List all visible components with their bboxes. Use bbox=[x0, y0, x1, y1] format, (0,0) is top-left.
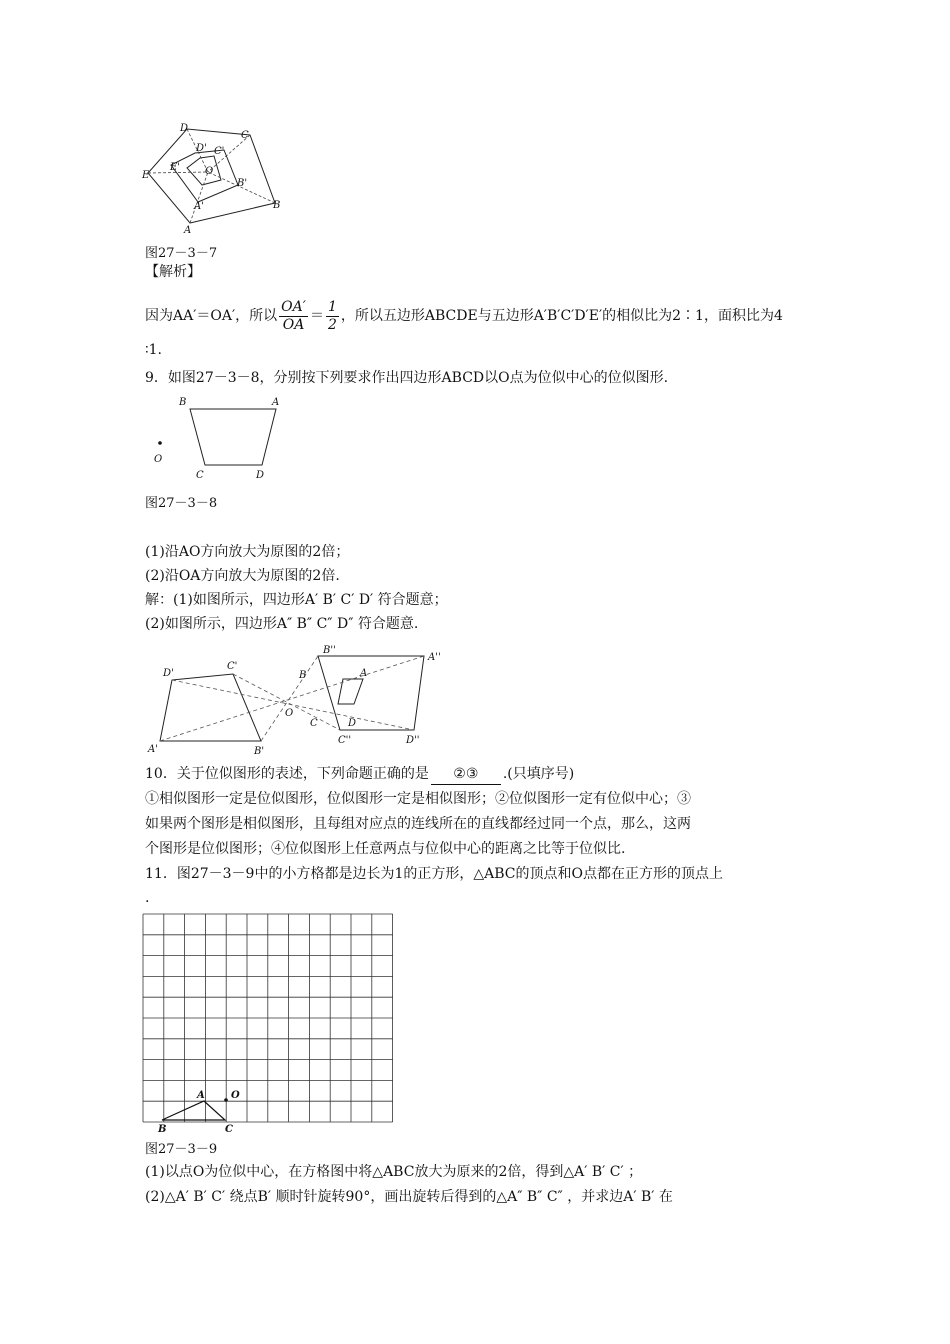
fig7-caption: 图27－3－7 bbox=[145, 246, 218, 261]
q9-solution-2: (2)如图所示，四边形A″ B″ C″ D″ 符合题意. bbox=[145, 616, 419, 632]
fraction-half-numerator: 1 bbox=[327, 298, 337, 315]
analysis-post: ，所以五边形ABCDE与五边形A′B′C′D′E′的相似比为2∶1，面积比为4 bbox=[340, 308, 783, 324]
fig8-label-B: B bbox=[179, 397, 187, 408]
fig8-label-A: A bbox=[272, 397, 280, 408]
analysis-pre: 因为AA′＝OA′，所以 bbox=[145, 308, 278, 324]
analysis-heading: 【解析】 bbox=[145, 264, 201, 280]
equals-sign: ＝ bbox=[309, 308, 324, 324]
figure-27-3-9 bbox=[140, 908, 405, 1133]
fig7-label-D: D bbox=[180, 123, 189, 134]
fig7-label-E1: E' bbox=[170, 162, 181, 173]
fraction-oa-numerator: OA′ bbox=[281, 298, 306, 315]
fig9-caption: 图27－3－9 bbox=[145, 1142, 218, 1157]
fig7-label-C: C bbox=[241, 130, 249, 141]
fraction-oa-denominator: OA bbox=[282, 316, 305, 333]
grid-label-A: A bbox=[197, 1090, 205, 1101]
figure-27-3-8 bbox=[145, 392, 285, 487]
q10-stem-pre: 10．关于位似图形的表述，下列命题正确的是 bbox=[145, 766, 429, 782]
point-O-dot bbox=[158, 441, 162, 445]
fig7-label-B: B bbox=[273, 200, 281, 211]
q10-stem-post: .(只填序号) bbox=[502, 766, 575, 782]
fig7-label-O: O bbox=[205, 166, 214, 177]
q9-part1: (1)沿AO方向放大为原图的2倍； bbox=[145, 544, 350, 560]
sol-label-A: A bbox=[360, 668, 368, 679]
q10-option-line-3: 个图形是位似图形；④位似图形上任意两点与位似中心的距离之比等于位似比. bbox=[145, 841, 626, 857]
sol-label-B2: B'' bbox=[323, 645, 336, 656]
sol-label-C2: C'' bbox=[338, 735, 352, 746]
q11-stem: 11．图27－3－9中的小方格都是边长为1的正方形，△ABC的顶点和O点都在正方形的顶点上 bbox=[145, 866, 723, 882]
sol-label-D1: D' bbox=[163, 668, 174, 679]
sol-label-A2: A'' bbox=[428, 652, 441, 663]
fraction-half bbox=[326, 299, 339, 334]
sol-label-B1: B' bbox=[254, 746, 265, 757]
analysis-line-1 bbox=[145, 296, 783, 336]
q10-option-line-2: 如果两个图形是相似图形，且每组对应点的连线所在的直线都经过同一个点，那么，这两 bbox=[145, 816, 691, 832]
fig7-label-B1: B' bbox=[237, 178, 248, 189]
sol-label-D: D bbox=[348, 718, 357, 729]
q11-stem-cont: . bbox=[145, 890, 150, 906]
q10-stem bbox=[145, 764, 574, 785]
sol-label-C: C bbox=[310, 718, 318, 729]
fraction-half-denominator: 2 bbox=[327, 316, 337, 333]
grid-point-O bbox=[224, 1098, 228, 1102]
fig7-label-A: A bbox=[184, 225, 192, 236]
grid-label-B: B bbox=[158, 1124, 167, 1135]
sol-label-O: O bbox=[285, 708, 294, 719]
sol-label-C1: C' bbox=[227, 661, 238, 672]
q9-part2: (2)沿OA方向放大为原图的2倍. bbox=[145, 568, 340, 584]
fig7-label-C1: C' bbox=[214, 146, 225, 157]
q11-part2: (2)△A′ B′ C′ 绕点B′ 顺时针旋转90°，画出旋转后得到的△A″ B″ C″ ，并求边A′ B′ 在 bbox=[145, 1189, 673, 1205]
q9-solution-1: 解：(1)如图所示，四边形A′ B′ C′ D′ 符合题意； bbox=[145, 592, 448, 608]
fig7-label-A1: A' bbox=[194, 201, 204, 212]
q9-solution-figure bbox=[140, 645, 460, 760]
fig8-label-O: O bbox=[154, 454, 163, 465]
q10-option-line-1: ①相似图形一定是位似图形，位似图形一定是相似图形；②位似图形一定有位似中心；③ bbox=[145, 791, 691, 807]
fig7-label-D1: D' bbox=[196, 143, 207, 154]
sol-label-A1: A' bbox=[148, 744, 158, 755]
sol-label-B: B bbox=[299, 670, 307, 681]
fig8-label-D: D bbox=[256, 470, 265, 481]
grid-label-C: C bbox=[225, 1124, 233, 1135]
q9-stem: 9．如图27－3－8，分别按下列要求作出四边形ABCD以O点为位似中心的位似图形. bbox=[145, 370, 669, 386]
fraction-oa bbox=[279, 299, 308, 334]
fig8-label-C: C bbox=[196, 470, 204, 481]
fig7-label-E: E bbox=[142, 170, 150, 181]
q10-answer-blank: ②③ bbox=[431, 764, 501, 785]
grid-label-O: O bbox=[231, 1090, 240, 1101]
q11-part1: (1)以点O为位似中心，在方格图中将△ABC放大为原来的2倍，得到△A′ B′ C′ ； bbox=[145, 1164, 643, 1180]
fig8-caption: 图27－3－8 bbox=[145, 496, 218, 511]
figure-27-3-7 bbox=[140, 118, 290, 238]
sol-label-D2: D'' bbox=[406, 735, 420, 746]
analysis-line-2: ∶1. bbox=[145, 342, 163, 358]
